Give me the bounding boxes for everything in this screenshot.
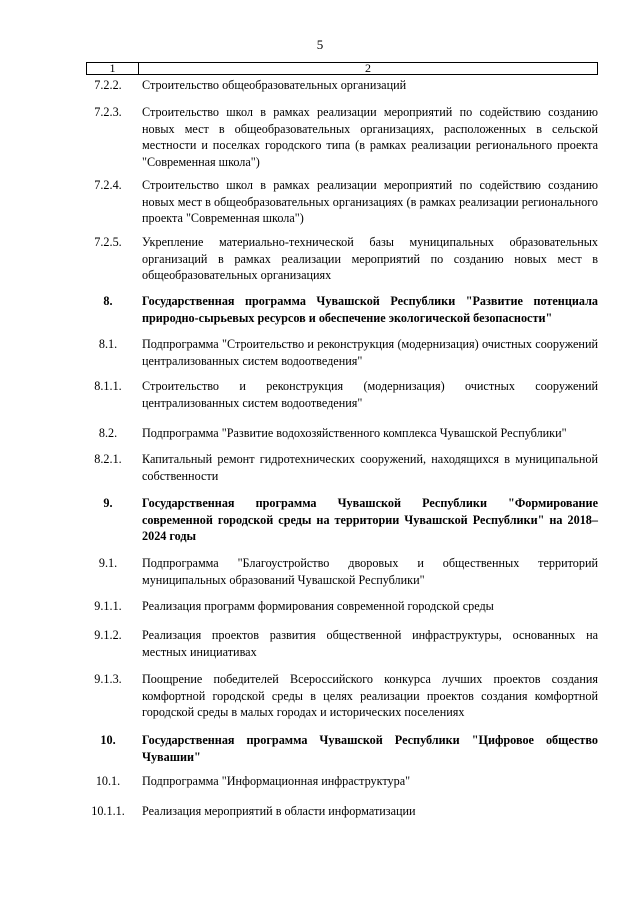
row-number: 9.1.1. bbox=[94, 599, 122, 613]
row-text: Государственная программа Чувашской Республики "Цифровое общество Чувашии" bbox=[142, 733, 598, 764]
row-number: 7.2.3. bbox=[94, 105, 122, 119]
row-text: Подпрограмма "Строительство и реконструкция (модернизация) очистных сооружений централизованных систем водоотведения" bbox=[142, 337, 598, 368]
table-row bbox=[80, 555, 598, 588]
row-number: 10.1.1. bbox=[91, 804, 125, 818]
row-text: Поощрение победителей Всероссийского конкурса лучших проектов создания комфортной городской среды в целях реализации проектов создания комфортной городской среды в малых городах и исторических поселениях bbox=[142, 672, 598, 719]
row-number: 8. bbox=[103, 294, 113, 308]
table-row bbox=[80, 104, 598, 170]
table-row-program bbox=[80, 495, 598, 545]
row-number: 7.2.2. bbox=[94, 78, 122, 92]
table-row bbox=[80, 425, 598, 442]
row-number: 9.1.2. bbox=[94, 628, 122, 642]
row-text: Строительство и реконструкция (модернизация) очистных сооружений централизованных систем водоотведения" bbox=[142, 379, 598, 410]
row-number: 7.2.5. bbox=[94, 235, 122, 249]
row-number: 8.1.1. bbox=[94, 379, 122, 393]
row-text: Государственная программа Чувашской Республики "Формирование современной городской среды на территории Чувашской Республики" на 2018–2024 годы bbox=[142, 496, 598, 543]
row-text: Подпрограмма "Благоустройство дворовых и общественных территорий муниципальных образований Чувашской Республики" bbox=[142, 556, 598, 587]
row-number: 10. bbox=[100, 733, 116, 747]
table-row bbox=[80, 451, 598, 484]
row-text: Строительство общеобразовательных организаций bbox=[142, 78, 407, 92]
row-number: 9. bbox=[103, 496, 113, 510]
row-text: Реализация программ формирования современной городской среды bbox=[142, 599, 494, 613]
row-number: 9.1. bbox=[98, 556, 118, 570]
row-number: 8.2. bbox=[98, 426, 118, 440]
row-text: Строительство школ в рамках реализации мероприятий по содействию созданию новых мест в общеобразовательных организациях, расположенных в сельской местности и поселках городского типа (в рамках реализации регионального проекта "Современная школа") bbox=[142, 105, 598, 169]
table-row bbox=[80, 803, 598, 820]
table-row-program bbox=[80, 293, 598, 326]
row-number: 10.1. bbox=[95, 774, 121, 788]
row-text: Укрепление материально-технической базы муниципальных образовательных организаций в рамках реализации мероприятий по созданию новых мест в общеобразовательных организациях bbox=[142, 235, 598, 282]
table-row bbox=[80, 234, 598, 284]
row-number: 8.1. bbox=[98, 337, 118, 351]
row-number: 8.2.1. bbox=[94, 452, 122, 466]
row-number: 7.2.4. bbox=[94, 178, 122, 192]
table-row bbox=[80, 378, 598, 411]
table-row bbox=[80, 77, 598, 94]
page-number: 5 bbox=[316, 37, 324, 52]
row-text: Капитальный ремонт гидротехнических сооружений, находящихся в муниципальной собственности bbox=[142, 452, 598, 483]
row-number: 9.1.3. bbox=[94, 672, 122, 686]
table-row bbox=[80, 177, 598, 227]
table-row bbox=[80, 598, 598, 615]
row-text: Государственная программа Чувашской Республики "Развитие потенциала природно-сырьевых ресурсов и обеспечение экологической безопасности" bbox=[142, 294, 598, 325]
header-column-1: 1 bbox=[87, 63, 139, 74]
header-column-2: 2 bbox=[365, 61, 371, 75]
table-row bbox=[80, 671, 598, 721]
row-text: Реализация проектов развития общественной инфраструктуры, основанных на местных инициативах bbox=[142, 628, 598, 659]
row-text: Реализация мероприятий в области информатизации bbox=[142, 804, 416, 818]
row-text: Строительство школ в рамках реализации мероприятий по содействию созданию новых мест в общеобразовательных организациях (в рамках реализации регионального проекта "Современная школа") bbox=[142, 178, 598, 225]
table-header bbox=[86, 62, 598, 75]
table-row bbox=[80, 627, 598, 660]
table-row-program bbox=[80, 732, 598, 765]
row-text: Подпрограмма "Информационная инфраструктура" bbox=[142, 774, 411, 788]
table-row bbox=[80, 336, 598, 369]
row-text: Подпрограмма "Развитие водохозяйственного комплекса Чувашской Республики" bbox=[142, 426, 567, 440]
table-row bbox=[80, 773, 598, 790]
